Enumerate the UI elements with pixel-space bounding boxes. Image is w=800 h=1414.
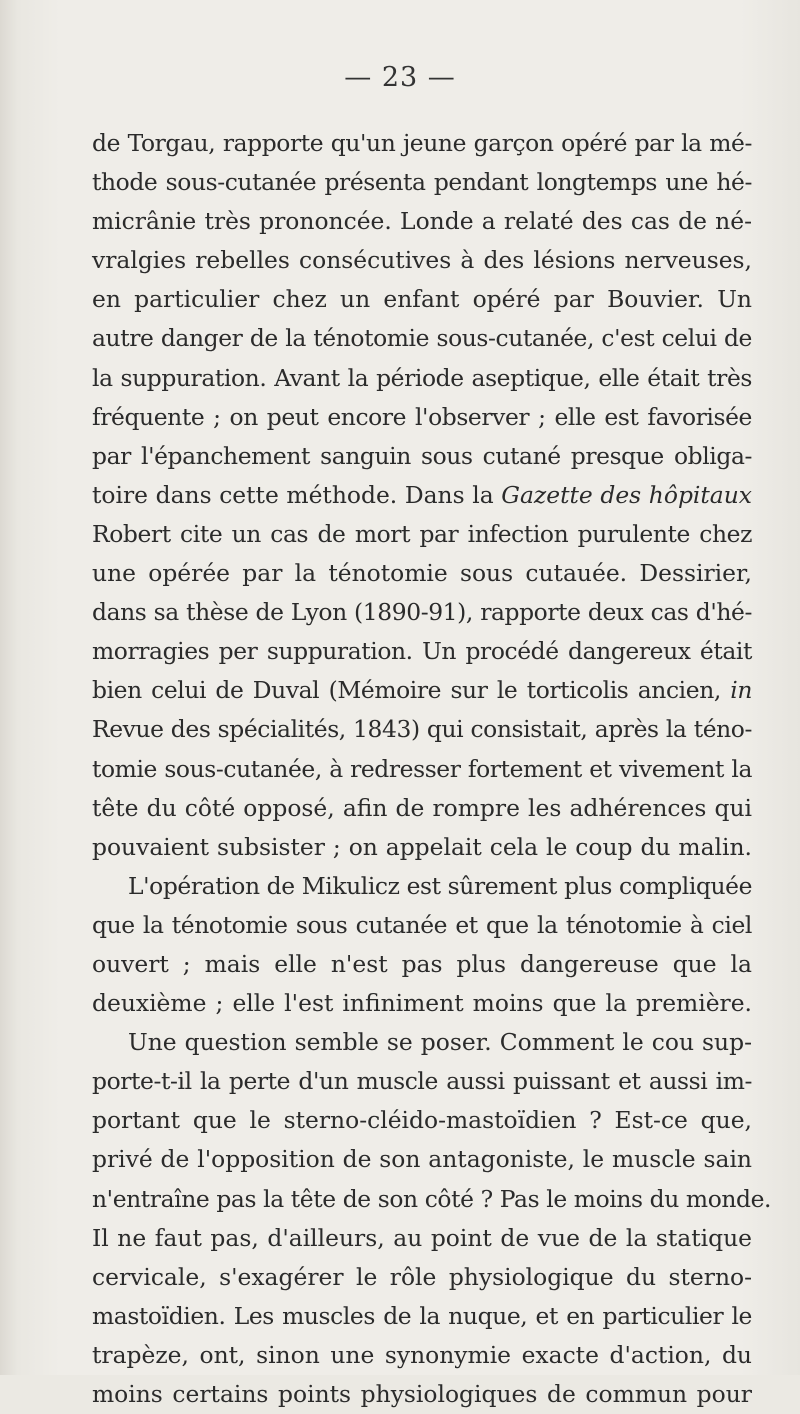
text-line: Une question semble se poser. Comment le cou sup- xyxy=(128,1028,752,1057)
text-line: trapèze, ont, sinon une synonymie exacte d'action, du xyxy=(92,1340,752,1369)
text-line: tomie sous-cutanée, à redresser fortement et vivement la xyxy=(92,754,752,783)
text-line: L'opération de Mikulicz est sûrement plus compliquée xyxy=(128,871,753,900)
italic-title: Gazette des hôpitaux xyxy=(501,480,752,509)
text-line: une opérée par la ténotomie sous cutauée. Dessirier, xyxy=(92,559,752,588)
text-line: par l'épanchement sanguin sous cutané presque obliga- xyxy=(92,441,752,470)
text-line: pouvaient subsister ; on appelait cela le coup du malin. xyxy=(92,832,752,861)
text-line: toire dans cette méthode. Dans la Gazette des hôpitaux xyxy=(92,480,752,509)
text-line: portant que le sterno-cléido-mastoïdien ? Est-ce que, xyxy=(92,1106,752,1135)
text-line: tête du côté opposé, afin de rompre les adhérences qui xyxy=(92,793,752,822)
text-line: vralgies rebelles consécutives à des lésions nerveuses, xyxy=(92,246,752,275)
text-line: Il ne faut pas, d'ailleurs, au point de vue de la statique xyxy=(92,1223,752,1252)
page-number: — 23 — xyxy=(344,62,456,93)
body-text xyxy=(92,124,772,1414)
text-line: n'entraîne pas la tête de son côté ? Pas le moins du monde. xyxy=(92,1184,772,1213)
text-line: deuxième ; elle l'est infiniment moins que la première. xyxy=(92,989,752,1018)
text-line: morragies per suppuration. Un procédé dangereux était xyxy=(92,637,752,666)
text-line: que la ténotomie sous cutanée et que la ténotomie à ciel xyxy=(92,910,752,939)
text-line: mastoïdien. Les muscles de la nuque, et en particulier le xyxy=(92,1301,752,1330)
text-line: porte-t-il la perte d'un muscle aussi puissant et aussi im- xyxy=(92,1067,752,1096)
text-line: dans sa thèse de Lyon (1890-91), rapporte deux cas d'hé- xyxy=(92,598,752,627)
text-line: autre danger de la ténotomie sous-cutanée, c'est celui de xyxy=(92,324,752,353)
text-line: Robert cite un cas de mort par infection purulente chez xyxy=(92,519,752,548)
text-line: de Torgau, rapporte qu'un jeune garçon opéré par la mé- xyxy=(92,129,752,157)
text-line: thode sous-cutanée présenta pendant longtemps une hé- xyxy=(92,168,752,197)
text-line: moins certains points physiologiques de commun pour xyxy=(92,1380,752,1408)
text-line: en particulier chez un enfant opéré par Bouvier. Un xyxy=(92,285,752,314)
text-line: Revue des spécialités, 1843) qui consistait, après la téno- xyxy=(92,715,752,744)
text-line: fréquente ; on peut encore l'observer ; elle est favorisée xyxy=(92,402,752,431)
italic-word: in xyxy=(730,676,752,705)
text-line: privé de l'opposition de son antagoniste, le muscle sain xyxy=(92,1145,752,1174)
text-line: bien celui de Duval (Mémoire sur le torticolis ancien, in xyxy=(92,676,752,705)
text-line: ouvert ; mais elle n'est pas plus dangereuse que la xyxy=(92,949,752,978)
text-line: la suppuration. Avant la période aseptique, elle était très xyxy=(92,363,752,392)
text-line: micrânie très prononcée. Londe a relaté des cas de né- xyxy=(92,207,752,236)
text-line: cervicale, s'exagérer le rôle physiologique du sterno- xyxy=(92,1262,752,1291)
